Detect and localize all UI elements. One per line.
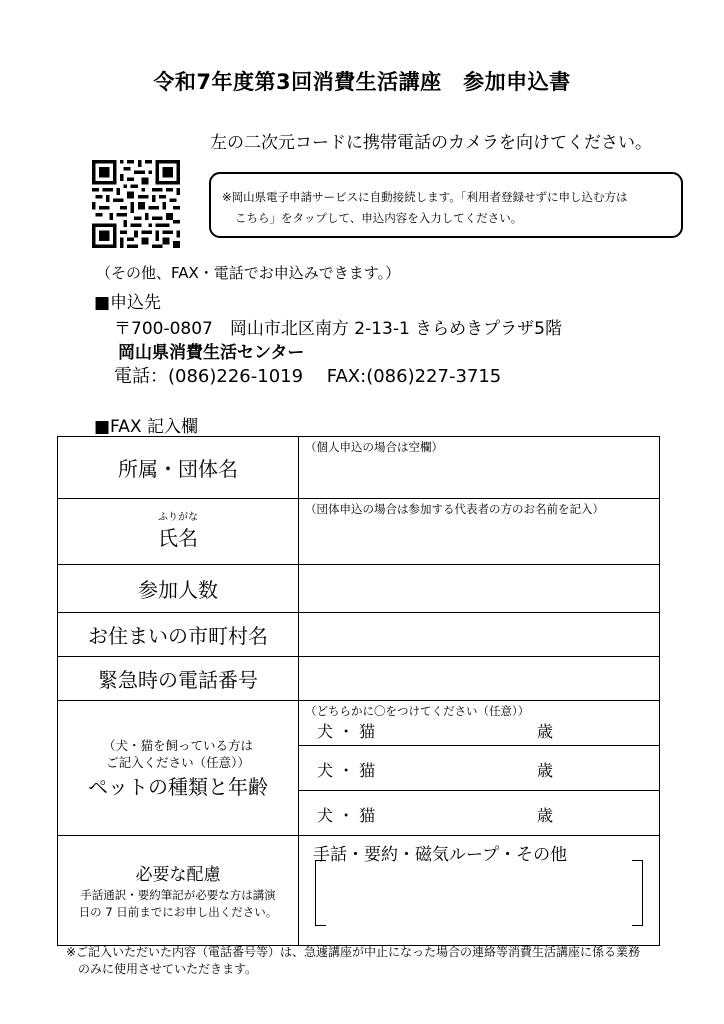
pet-row[interactable] [299,701,659,746]
footnote-line-1: ※ご記入いただいた内容（電話番号等）は、急遽講座が中止になった場合の連絡等消費生活講座に係る業務 [66,945,641,959]
pet-note: （どちらかに〇をつけてください（任意）） [305,704,530,718]
pet-choice[interactable]: 犬 ・ 猫 [317,806,376,825]
pet-age-unit: 歳 [537,722,554,741]
name-field[interactable] [299,499,660,565]
alt-methods-note: （その他、FAX・電話でお申込みできます。） [96,264,401,282]
notice-line-1: ※岡山県電子申請サービスに自動接続します。「利用者登録せずに申し込む方は [222,190,628,204]
notice-line-2: こちら」をタップして、申込内容を入力してください。 [235,211,523,225]
application-heading: ■申込先 [94,293,162,313]
name-label: ふりがな 氏名 [58,499,299,565]
affiliation-note: （個人申込の場合は空欄） [305,440,443,454]
fax-section-heading: ■FAX 記入欄 [94,417,198,437]
pet-row[interactable] [299,746,659,791]
participant-count-field[interactable] [299,565,660,613]
name-note: （団体申込の場合は参加する代表者の方のお名前を記入） [305,502,604,516]
fax-form-table [57,436,660,946]
accommodation-sub-line-2: 日の 7 日前までにお申し出ください。 [78,905,278,919]
accommodation-sub-line-1: 手話通訳・要約筆記が必要な方は講演 [80,888,276,902]
privacy-footnote [66,944,640,978]
pet-row[interactable] [299,791,659,835]
pet-choice[interactable]: 犬 ・ 猫 [317,761,376,780]
qr-instruction: 左の二次元コードに携帯電話のカメラを向けてください。 [210,133,652,153]
center-name: 岡山県消費生活センター [118,343,305,363]
city-label: お住まいの市町村名 [58,613,299,657]
accommodation-label: 必要な配慮 手話通訳・要約筆記が必要な方は講演 日の 7 日前までにお申し出ください。 [58,836,299,946]
pet-choice[interactable]: 犬 ・ 猫 [317,722,376,741]
accommodation-field[interactable] [299,836,660,946]
notice-box [209,172,683,238]
emergency-phone-field[interactable] [299,657,660,701]
pet-sub-line-1: （犬・猫を飼っている方は [102,737,253,753]
emergency-phone-label: 緊急時の電話番号 [58,657,299,701]
qr-code[interactable] [92,160,180,248]
name-ruby: ふりがな [158,512,198,523]
affiliation-label: 所属・団体名 [58,437,299,499]
application-address: 〒700-0807 岡山市北区南方 2-13-1 きらめきプラザ5階 [114,319,563,339]
pet-age-unit: 歳 [537,761,554,780]
pet-sub-line-2: ご記入ください（任意）） [106,754,250,770]
pet-age-unit: 歳 [537,806,554,825]
affiliation-field[interactable] [299,437,660,499]
pet-field [299,701,660,836]
page-title: 令和7年度第3回消費生活講座 参加申込書 [153,70,571,94]
participant-count-label: 参加人数 [58,565,299,613]
city-field[interactable] [299,613,660,657]
accommodation-options[interactable]: 手話・要約・磁気ループ・その他 [313,845,568,865]
contact-numbers: 電話：(086)226-1019 FAX:(086)227-3715 [114,366,502,387]
footnote-line-2: のみに使用させていただきます。 [78,962,258,976]
pet-label: （犬・猫を飼っている方は ご記入ください（任意）） ペットの種類と年齢 [58,701,299,836]
left-bracket [315,860,326,926]
right-bracket [632,860,643,926]
